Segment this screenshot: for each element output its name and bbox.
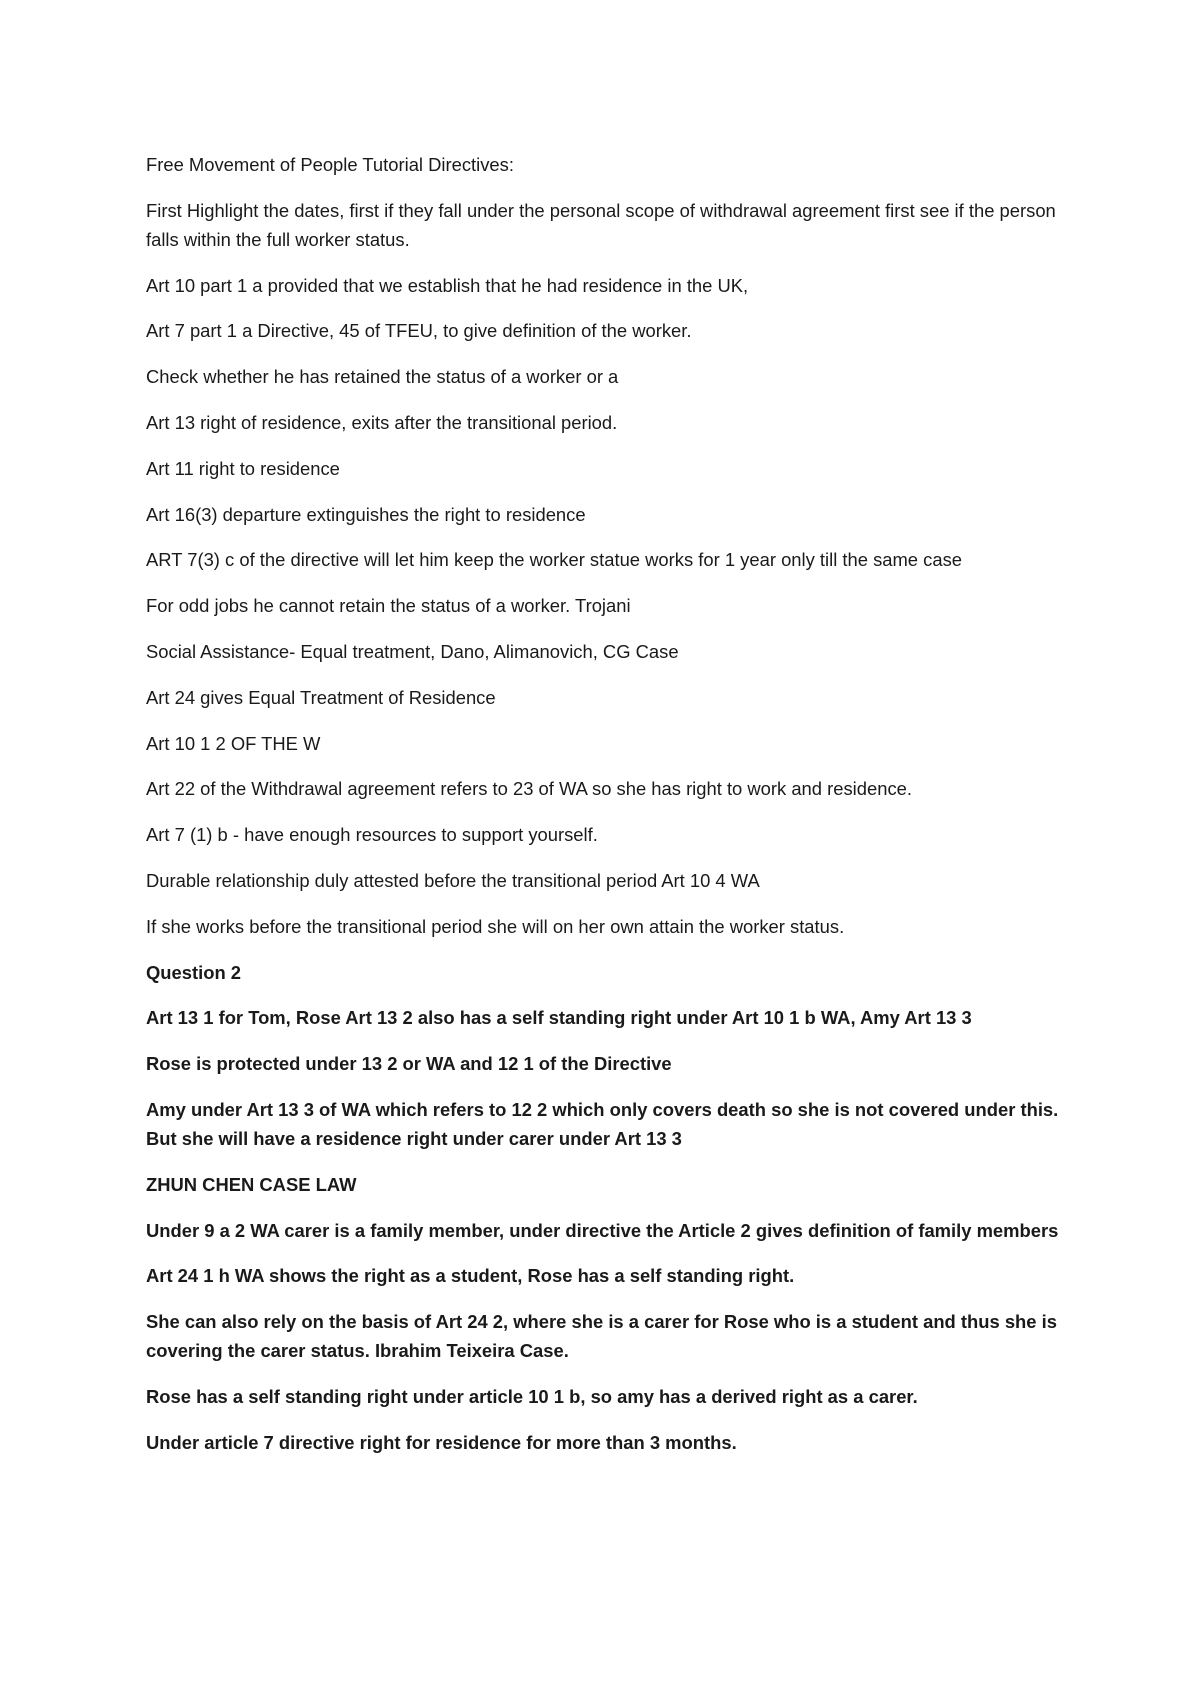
paragraph: Rose has a self standing right under article 10 1 b, so amy has a derived right as a carer. xyxy=(146,1385,918,1407)
paragraph: Art 24 1 h WA shows the right as a student, Rose has a self standing right. xyxy=(146,1265,795,1287)
paragraph: Durable relationship duly attested before the transitional period Art 10 4 WA xyxy=(146,869,760,891)
paragraph: Art 13 right of residence, exits after the transitional period. xyxy=(146,411,618,433)
paragraph: If she works before the transitional period she will on her own attain the worker status. xyxy=(146,915,845,937)
document-body xyxy=(146,150,1076,1474)
paragraph: Social Assistance- Equal treatment, Dano, Alimanovich, CG Case xyxy=(146,640,679,662)
paragraph: Art 11 right to residence xyxy=(146,457,340,479)
document-title: Free Movement of People Tutorial Directives: xyxy=(146,154,514,175)
paragraph: Art 13 1 for Tom, Rose Art 13 2 also has a self standing right under Art 10 1 b WA, Amy Art 13 3 xyxy=(146,1007,972,1029)
paragraph: Art 7 part 1 a Directive, 45 of TFEU, to give definition of the worker. xyxy=(146,320,692,342)
paragraph: Under article 7 directive right for residence for more than 3 months. xyxy=(146,1431,737,1453)
paragraph: ZHUN CHEN CASE LAW xyxy=(146,1173,357,1195)
paragraph: Rose is protected under 13 2 or WA and 12 1 of the Directive xyxy=(146,1053,672,1075)
paragraph: Art 16(3) departure extinguishes the right to residence xyxy=(146,503,586,525)
paragraph: Art 24 gives Equal Treatment of Residence xyxy=(146,686,496,708)
paragraph: Check whether he has retained the status of a worker or a xyxy=(146,366,619,388)
paragraph: Art 10 1 2 OF THE W xyxy=(146,732,321,754)
paragraph: Amy under Art 13 3 of WA which refers to 12 2 which only covers death so she is not covered under this. But she will have a residence right under carer under Art 13 3 xyxy=(146,1098,1059,1149)
paragraph: ART 7(3) c of the directive will let him keep the worker statue works for 1 year only till the same case xyxy=(146,549,962,571)
paragraph: Art 22 of the Withdrawal agreement refers to 23 of WA so she has right to work and residence. xyxy=(146,778,912,800)
paragraph: First Highlight the dates, first if they fall under the personal scope of withdrawal agreement first see if the person falls within the full worker status. xyxy=(146,199,1056,250)
paragraph: Art 10 part 1 a provided that we establish that he had residence in the UK, xyxy=(146,274,749,296)
paragraph: Under 9 a 2 WA carer is a family member, under directive the Article 2 gives definition of family members xyxy=(146,1219,1059,1241)
paragraph: She can also rely on the basis of Art 24 2, where she is a carer for Rose who is a student and thus she is covering the carer status. Ibrahim Teixeira Case. xyxy=(146,1311,1057,1362)
paragraph: Art 7 (1) b - have enough resources to support yourself. xyxy=(146,824,598,846)
paragraph: For odd jobs he cannot retain the status of a worker. Trojani xyxy=(146,595,631,617)
paragraph: Question 2 xyxy=(146,961,242,983)
